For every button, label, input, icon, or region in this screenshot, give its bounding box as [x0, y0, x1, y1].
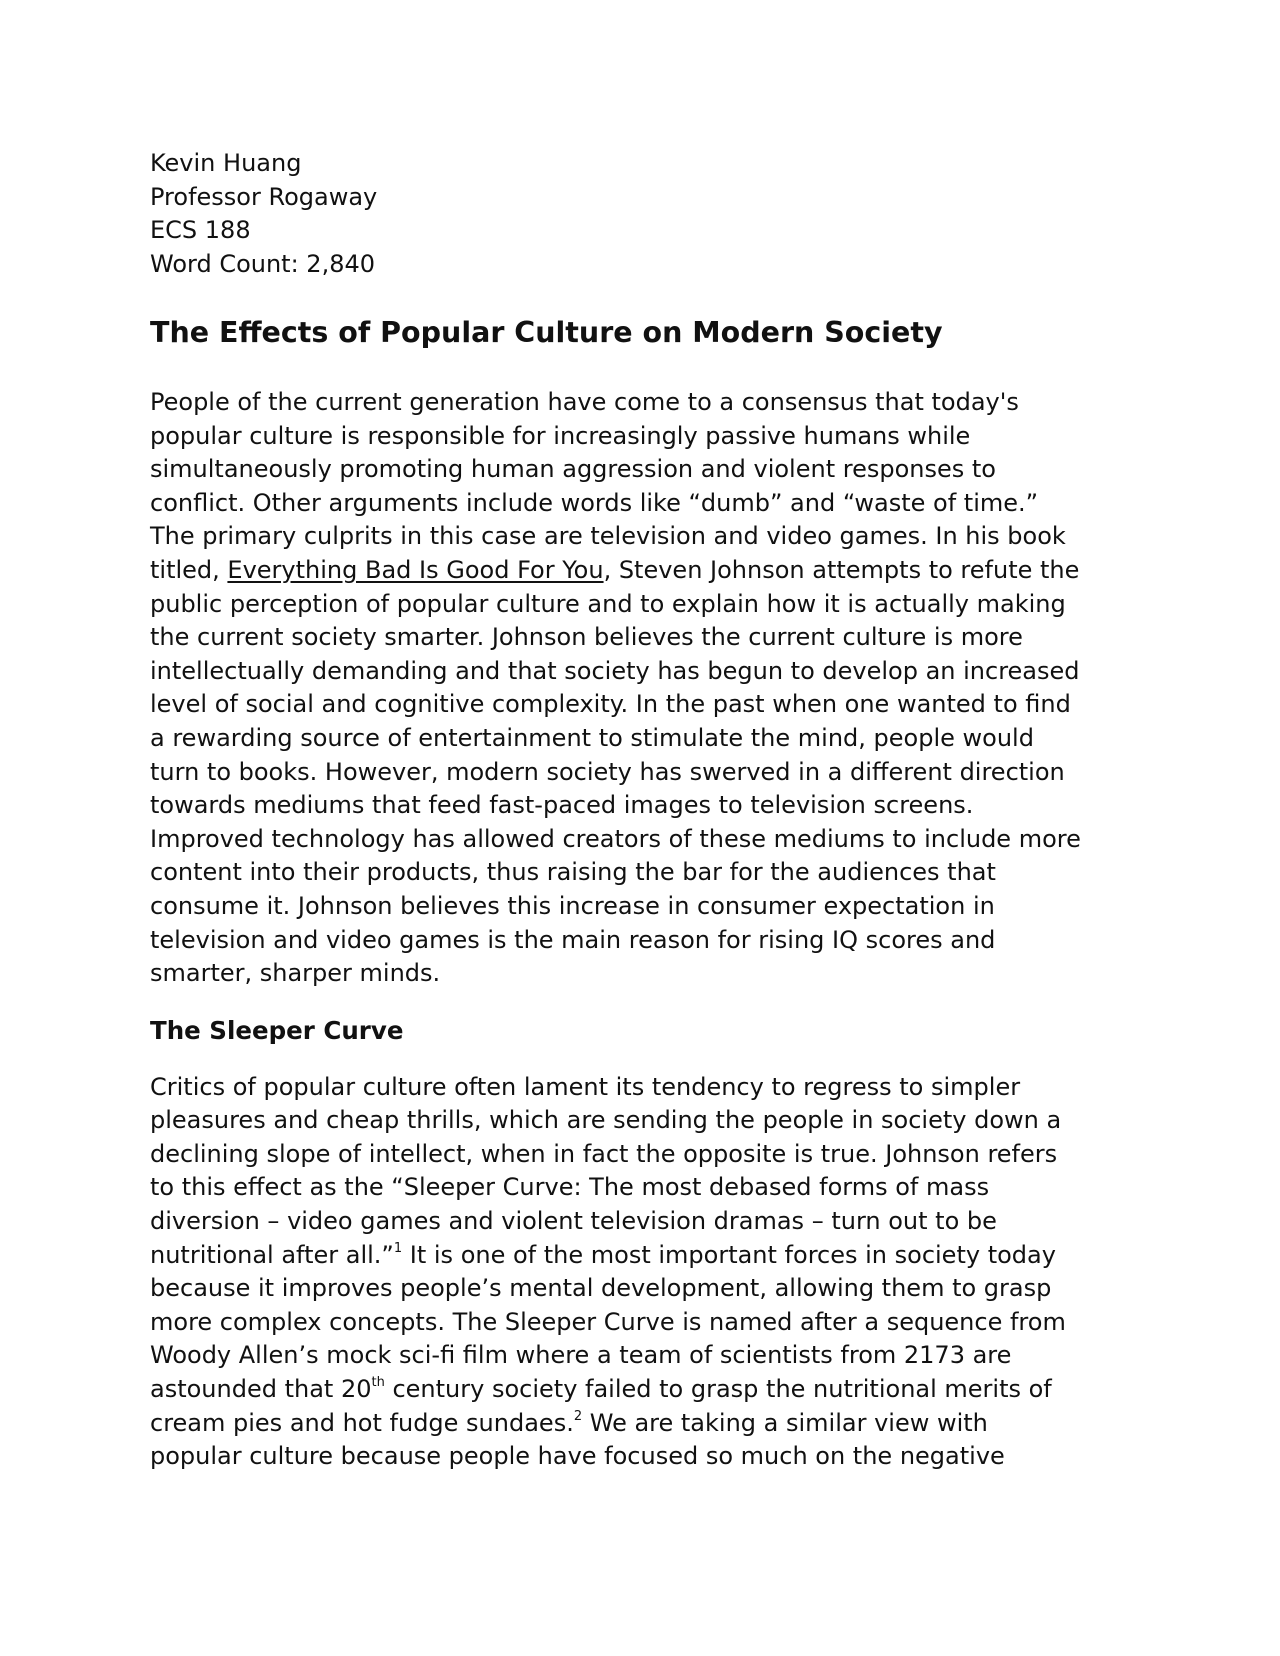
- paragraph-line: public perception of popular culture and to explain how it is actually making: [150, 589, 1066, 618]
- paragraph-line: [150, 1239, 1135, 1273]
- paragraph-line: content into their products, thus raising the bar for the audiences that: [150, 858, 996, 887]
- paragraph-line: The primary culprits in this case are television and video games. In his book: [150, 522, 1066, 551]
- intro-paragraph: [150, 386, 1135, 991]
- paragraph-line: popular culture because people have focused so much on the negative: [150, 1442, 1005, 1471]
- text-run: titled,: [150, 555, 228, 584]
- course-code: ECS 188: [150, 216, 251, 244]
- text-run: We are taking a similar view with: [582, 1408, 988, 1437]
- paragraph-line: a rewarding source of entertainment to stimulate the mind, people would: [150, 723, 1034, 752]
- paragraph-line: level of social and cognitive complexity. In the past when one wanted to find: [150, 690, 1071, 719]
- paragraph-line: to this effect as the “Sleeper Curve: The most debased forms of mass: [150, 1173, 990, 1202]
- paragraph-line: Improved technology has allowed creators of these mediums to include more: [150, 824, 1081, 853]
- ordinal-suffix: th: [371, 1375, 385, 1391]
- paragraph-line: People of the current generation have come to a consensus that today's: [150, 388, 1019, 416]
- paragraph-line: [150, 1407, 1135, 1441]
- paragraph-line: towards mediums that feed fast-paced images to television screens.: [150, 791, 974, 820]
- book-title: Everything Bad Is Good For You: [227, 555, 604, 584]
- paragraph-line: [150, 1373, 1135, 1407]
- paragraph-line: [150, 554, 1135, 588]
- paragraph-line: turn to books. However, modern society has swerved in a different direction: [150, 757, 1065, 786]
- author-name: Kevin Huang: [150, 149, 302, 177]
- paragraph-line: diversion – video games and violent television dramas – turn out to be: [150, 1207, 997, 1236]
- footnote-marker[interactable]: 2: [573, 1408, 583, 1424]
- word-count: Word Count: 2,840: [150, 249, 376, 278]
- paragraph-line: intellectually demanding and that society has begun to develop an increased: [150, 656, 1080, 685]
- section-heading: The Sleeper Curve: [150, 1015, 404, 1045]
- paragraph-line: conflict. Other arguments include words like “dumb” and “waste of time.”: [150, 488, 1039, 517]
- header-block: [150, 147, 1135, 281]
- paragraph-line: the current society smarter. Johnson believes the current culture is more: [150, 623, 1023, 652]
- paragraph-line: pleasures and cheap thrills, which are sending the people in society down a: [150, 1106, 1062, 1135]
- text-run: nutritional after all.”: [150, 1240, 394, 1269]
- paragraph-line: television and video games is the main reason for rising IQ scores and: [150, 925, 996, 954]
- text-run: astounded that 20: [150, 1375, 372, 1404]
- paragraph-line: Woody Allen’s mock sci-fi film where a team of scientists from 2173 are: [150, 1341, 1012, 1370]
- paragraph-line: consume it. Johnson believes this increase in consumer expectation in: [150, 891, 995, 920]
- paragraph-line: Critics of popular culture often lament its tendency to regress to simpler: [150, 1072, 1021, 1101]
- paragraph-line: declining slope of intellect, when in fact the opposite is true. Johnson refers: [150, 1139, 1058, 1168]
- text-run: It is one of the most important forces in society today: [402, 1240, 1056, 1269]
- text-run: century society failed to grasp the nutritional merits of: [384, 1375, 1052, 1404]
- document-title: The Effects of Popular Culture on Modern Society: [150, 316, 943, 349]
- professor-name: Professor Rogaway: [150, 182, 378, 211]
- sleeper-curve-paragraph: [150, 1071, 1135, 1474]
- paragraph-line: popular culture is responsible for increasingly passive humans while: [150, 421, 971, 450]
- text-run: , Steven Johnson attempts to refute the: [603, 555, 1080, 584]
- document-page: [150, 147, 1135, 1474]
- paragraph-line: smarter, sharper minds.: [150, 959, 441, 988]
- paragraph-line: more complex concepts. The Sleeper Curve is named after a sequence from: [150, 1307, 1066, 1336]
- paragraph-line: simultaneously promoting human aggression and violent responses to: [150, 455, 996, 484]
- footnote-marker[interactable]: 1: [393, 1240, 403, 1256]
- text-run: cream pies and hot fudge sundaes.: [150, 1408, 574, 1437]
- paragraph-line: because it improves people’s mental development, allowing them to grasp: [150, 1274, 1052, 1303]
